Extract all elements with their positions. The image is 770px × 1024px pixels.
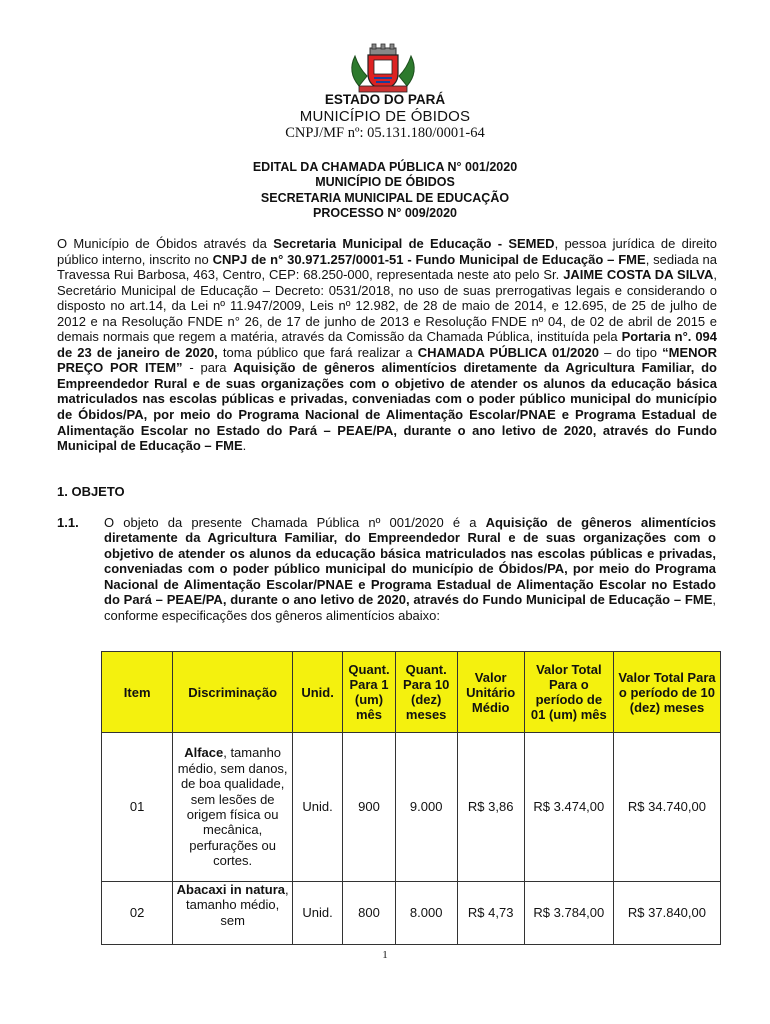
column-header: Quant. Para 1 (um) mês [343, 652, 395, 733]
item-cell: 01 [102, 733, 173, 882]
item-number: 1.1. [57, 515, 79, 530]
item-cell: 02 [102, 882, 173, 945]
notice-municipality: MUNICÍPIO DE ÓBIDOS [315, 175, 455, 190]
column-header: Valor Total Para o período de 01 (um) mês [524, 652, 613, 733]
page-number: 1 [382, 949, 388, 961]
section-title: 1. OBJETO [57, 484, 125, 499]
notice-process: PROCESSO N° 009/2020 [313, 205, 457, 220]
column-header: Unid. [292, 652, 342, 733]
qty-ten-cell: 9.000 [395, 733, 457, 882]
column-header: Quant. Para 10 (dez) meses [395, 652, 457, 733]
total-ten-cell: R$ 34.740,00 [613, 733, 720, 882]
column-header: Item [102, 652, 173, 733]
column-header: Valor Total Para o período de 10 (dez) meses [613, 652, 720, 733]
table-row [102, 882, 721, 945]
description-cell: Alface, tamanho médio, sem danos, de boa qualidade, sem lesões de origem física ou mecânica, perfurações ou cortes. [173, 733, 293, 882]
table-row [102, 733, 721, 882]
state-name: ESTADO DO PARÁ [324, 92, 446, 107]
unit-price-cell: R$ 3,86 [457, 733, 524, 882]
unit-cell: Unid. [292, 733, 342, 882]
description-cell: Abacaxi in natura, tamanho médio, sem [173, 882, 293, 945]
item-paragraph: O objeto da presente Chamada Pública nº 001/2020 é a Aquisição de gêneros alimentícios diretamente da Agricultura Familiar, do Empreendedor Rural e de suas organizações com o objetivo de atender os alunos da educação básica matriculados nas escolas públicas e privadas, conveniadas com o poder público municipal do município de Óbidos/PA, por meio do Programa Nacional de Alimentação Escolar/PNAE e Programa Estadual de Alimentação Escolar no Estado do Pará – PEAE/PA, durante o ano letivo de 2020, através do Fundo Municipal de Educação – FME, conforme especificações dos gêneros alimentícios abaixo: [104, 515, 716, 623]
coat-of-arms-icon [343, 42, 423, 94]
cnpj-line: CNPJ/MF nº: 05.131.180/0001-64 [285, 125, 485, 141]
notice-title: EDITAL DA CHAMADA PÚBLICA N° 001/2020 [252, 160, 518, 174]
table-header-row [102, 652, 721, 733]
intro-paragraph: O Município de Óbidos através da Secretaria Municipal de Educação - SEMED, pessoa jurídica de direito público interno, inscrito no CNPJ de n° 30.971.257/0001-51 - Fundo Municipal de Educação – FME, sediada na Travessa Rui Barbosa, 463, Centro, CEP: 68.250-000, representada neste ato pelo Sr. JAIME COSTA DA SILVA, Secretário Municipal de Educação – Decreto: 0531/2018, no uso de suas prerrogativas legais e considerando o disposto no art.14, da Lei nº 11.947/2009, Leis nº 12.982, de 28 de maio de 2014, e 12.695, de 25 de julho de 2012 e na Resolução FNDE n° 26, de 17 de junho de 2013 e Resolução FNDE nº 04, de 02 de abril de 2015 e demais normais que regem a matéria, através da Comissão da Chamada Pública, instituída pela Portaria n°. 094 de 23 de janeiro de 2020, toma público que fará realizar a CHAMADA PÚBLICA 01/2020 – do tipo “MENOR PREÇO POR ITEM” - para Aquisição de gêneros alimentícios diretamente da Agricultura Familiar, do Empreendedor Rural e de suas organizações com o objetivo de atender os alunos da educação básica matriculados nas escolas públicas e privadas, conveniadas com o poder público municipal do município de Óbidos/PA, por meio do Programa Nacional de Alimentação Escolar/PNAE e Programa Estadual de Alimentação Escolar no Estado do Pará – PEAE/PA, durante o ano letivo de 2020, através do Fundo Municipal de Educação – FME. [57, 236, 718, 454]
items-table [101, 651, 721, 945]
notice-titles [0, 160, 770, 221]
total-month-cell: R$ 3.474,00 [524, 733, 613, 882]
column-header: Discriminação [173, 652, 293, 733]
total-month-cell: R$ 3.784,00 [524, 882, 613, 945]
qty-month-cell: 800 [343, 882, 395, 945]
unit-price-cell: R$ 4,73 [457, 882, 524, 945]
column-header: Valor Unitário Médio [457, 652, 524, 733]
qty-ten-cell: 8.000 [395, 882, 457, 945]
municipality-name: MUNICÍPIO DE ÓBIDOS [299, 108, 471, 125]
qty-month-cell: 900 [343, 733, 395, 882]
unit-cell: Unid. [292, 882, 342, 945]
notice-secretariat: SECRETARIA MUNICIPAL DE EDUCAÇÃO [260, 190, 510, 205]
total-ten-cell: R$ 37.840,00 [613, 882, 720, 945]
